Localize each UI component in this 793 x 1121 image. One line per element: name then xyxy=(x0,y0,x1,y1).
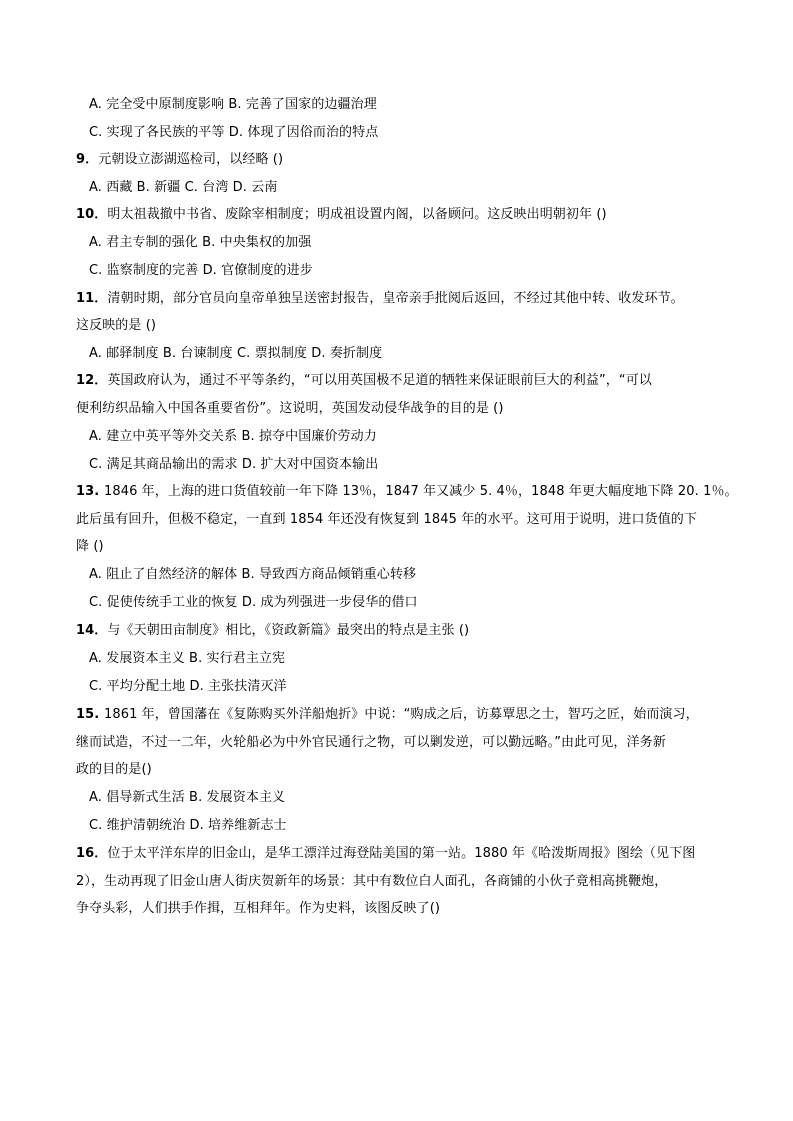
question-continuation: 降 () xyxy=(76,539,104,554)
option-line: C. 维护清朝统治 D. 培养维新志士 xyxy=(89,818,287,833)
question-10 xyxy=(76,206,607,224)
question-text: 元朝设立澎湖巡检司，以经略 () xyxy=(98,152,284,167)
option-line: C. 实现了各民族的平等 D. 体现了因俗而治的特点 xyxy=(89,125,379,140)
question-text: 1846 年，上海的进口货值较前一年下降 13％，1847 年又减少 5. 4％，1848 年更大幅度地下降 20. 1％。 xyxy=(103,484,738,499)
question-11 xyxy=(76,290,684,308)
question-continuation: 此后虽有回升，但极不稳定，一直到 1854 年还没有恢复到 1845 年的水平。这可用于说明，进口货值的下 xyxy=(76,512,697,527)
question-number: 15. xyxy=(76,707,104,722)
question-number: 13. xyxy=(76,484,104,499)
question-12 xyxy=(76,372,652,390)
question-continuation: 便利纺织品输入中国各重要省份”。这说明，英国发动侵华战争的目的是 () xyxy=(76,401,504,416)
question-continuation: 政的目的是() xyxy=(76,762,152,777)
question-16 xyxy=(76,845,695,863)
question-number: 11． xyxy=(76,291,108,306)
option-line: C. 监察制度的完善 D. 官僚制度的进步 xyxy=(89,263,313,278)
option-line: A. 倡导新式生活 B. 发展资本主义 xyxy=(89,790,286,805)
question-number: 9． xyxy=(76,152,99,167)
option-line: A. 阻止了自然经济的解体 B. 导致西方商品倾销重心转移 xyxy=(89,567,417,582)
question-text: 清朝时期，部分官员向皇帝单独呈送密封报告，皇帝亲手批阅后返回，不经过其他中转、收发环节。 xyxy=(107,291,684,306)
question-15 xyxy=(76,706,699,724)
option-line: C. 平均分配土地 D. 主张扶清灭洋 xyxy=(89,679,287,694)
option-line: A. 建立中英平等外交关系 B. 掠夺中国廉价劳动力 xyxy=(89,429,377,444)
question-number: 14． xyxy=(76,623,108,638)
option-line: A. 西藏 B. 新疆 C. 台湾 D. 云南 xyxy=(89,180,278,195)
option-line: C. 促使传统手工业的恢复 D. 成为列强进一步侵华的借口 xyxy=(89,595,418,610)
question-13 xyxy=(76,483,738,501)
question-number: 12． xyxy=(76,373,108,388)
option-line: A. 发展资本主义 B. 实行君主立宪 xyxy=(89,651,286,666)
option-line: A. 君主专制的强化 B. 中央集权的加强 xyxy=(89,235,312,250)
question-number: 10． xyxy=(76,207,108,222)
question-text: 1861 年，曾国藩在《复陈购买外洋船炮折》中说：“购成之后，访募覃思之士，智巧之匠，始而演习， xyxy=(103,707,699,722)
option-line: A. 完全受中原制度影响 B. 完善了国家的边疆治理 xyxy=(89,97,377,112)
question-continuation: 继而试造，不过一二年，火轮船必为中外官民通行之物，可以剿发逆，可以勤远略。”由此可见，洋务新 xyxy=(76,735,666,750)
question-text: 位于太平洋东岸的旧金山，是华工漂洋过海登陆美国的第一站。1880 年《哈泼斯周报》图绘（见下图 xyxy=(107,846,696,861)
question-text: 明太祖裁撤中书省、废除宰相制度；明成祖设置内阁，以备顾问。这反映出明朝初年 () xyxy=(107,207,607,222)
option-line: C. 满足其商品输出的需求 D. 扩大对中国资本输出 xyxy=(89,457,379,472)
question-9 xyxy=(76,151,283,169)
question-14 xyxy=(76,622,469,640)
question-number: 16． xyxy=(76,846,108,861)
question-continuation: 争夺头彩，人们拱手作揖，互相拜年。作为史料，该图反映了() xyxy=(76,901,441,916)
question-text: 英国政府认为，通过不平等条约，“可以用英国极不足道的牺牲来保证眼前巨大的利益”，“可以 xyxy=(107,373,652,388)
question-text: 与《天朝田亩制度》相比，《资政新篇》最突出的特点是主张 () xyxy=(107,623,470,638)
question-continuation: 2），生动再现了旧金山唐人街庆贺新年的场景：其中有数位白人面孔，各商铺的小伙子竟相高挑鞭炮， xyxy=(76,874,668,889)
option-line: A. 邮驿制度 B. 台谏制度 C. 票拟制度 D. 奏折制度 xyxy=(89,346,383,361)
question-continuation: 这反映的是 () xyxy=(76,318,157,333)
